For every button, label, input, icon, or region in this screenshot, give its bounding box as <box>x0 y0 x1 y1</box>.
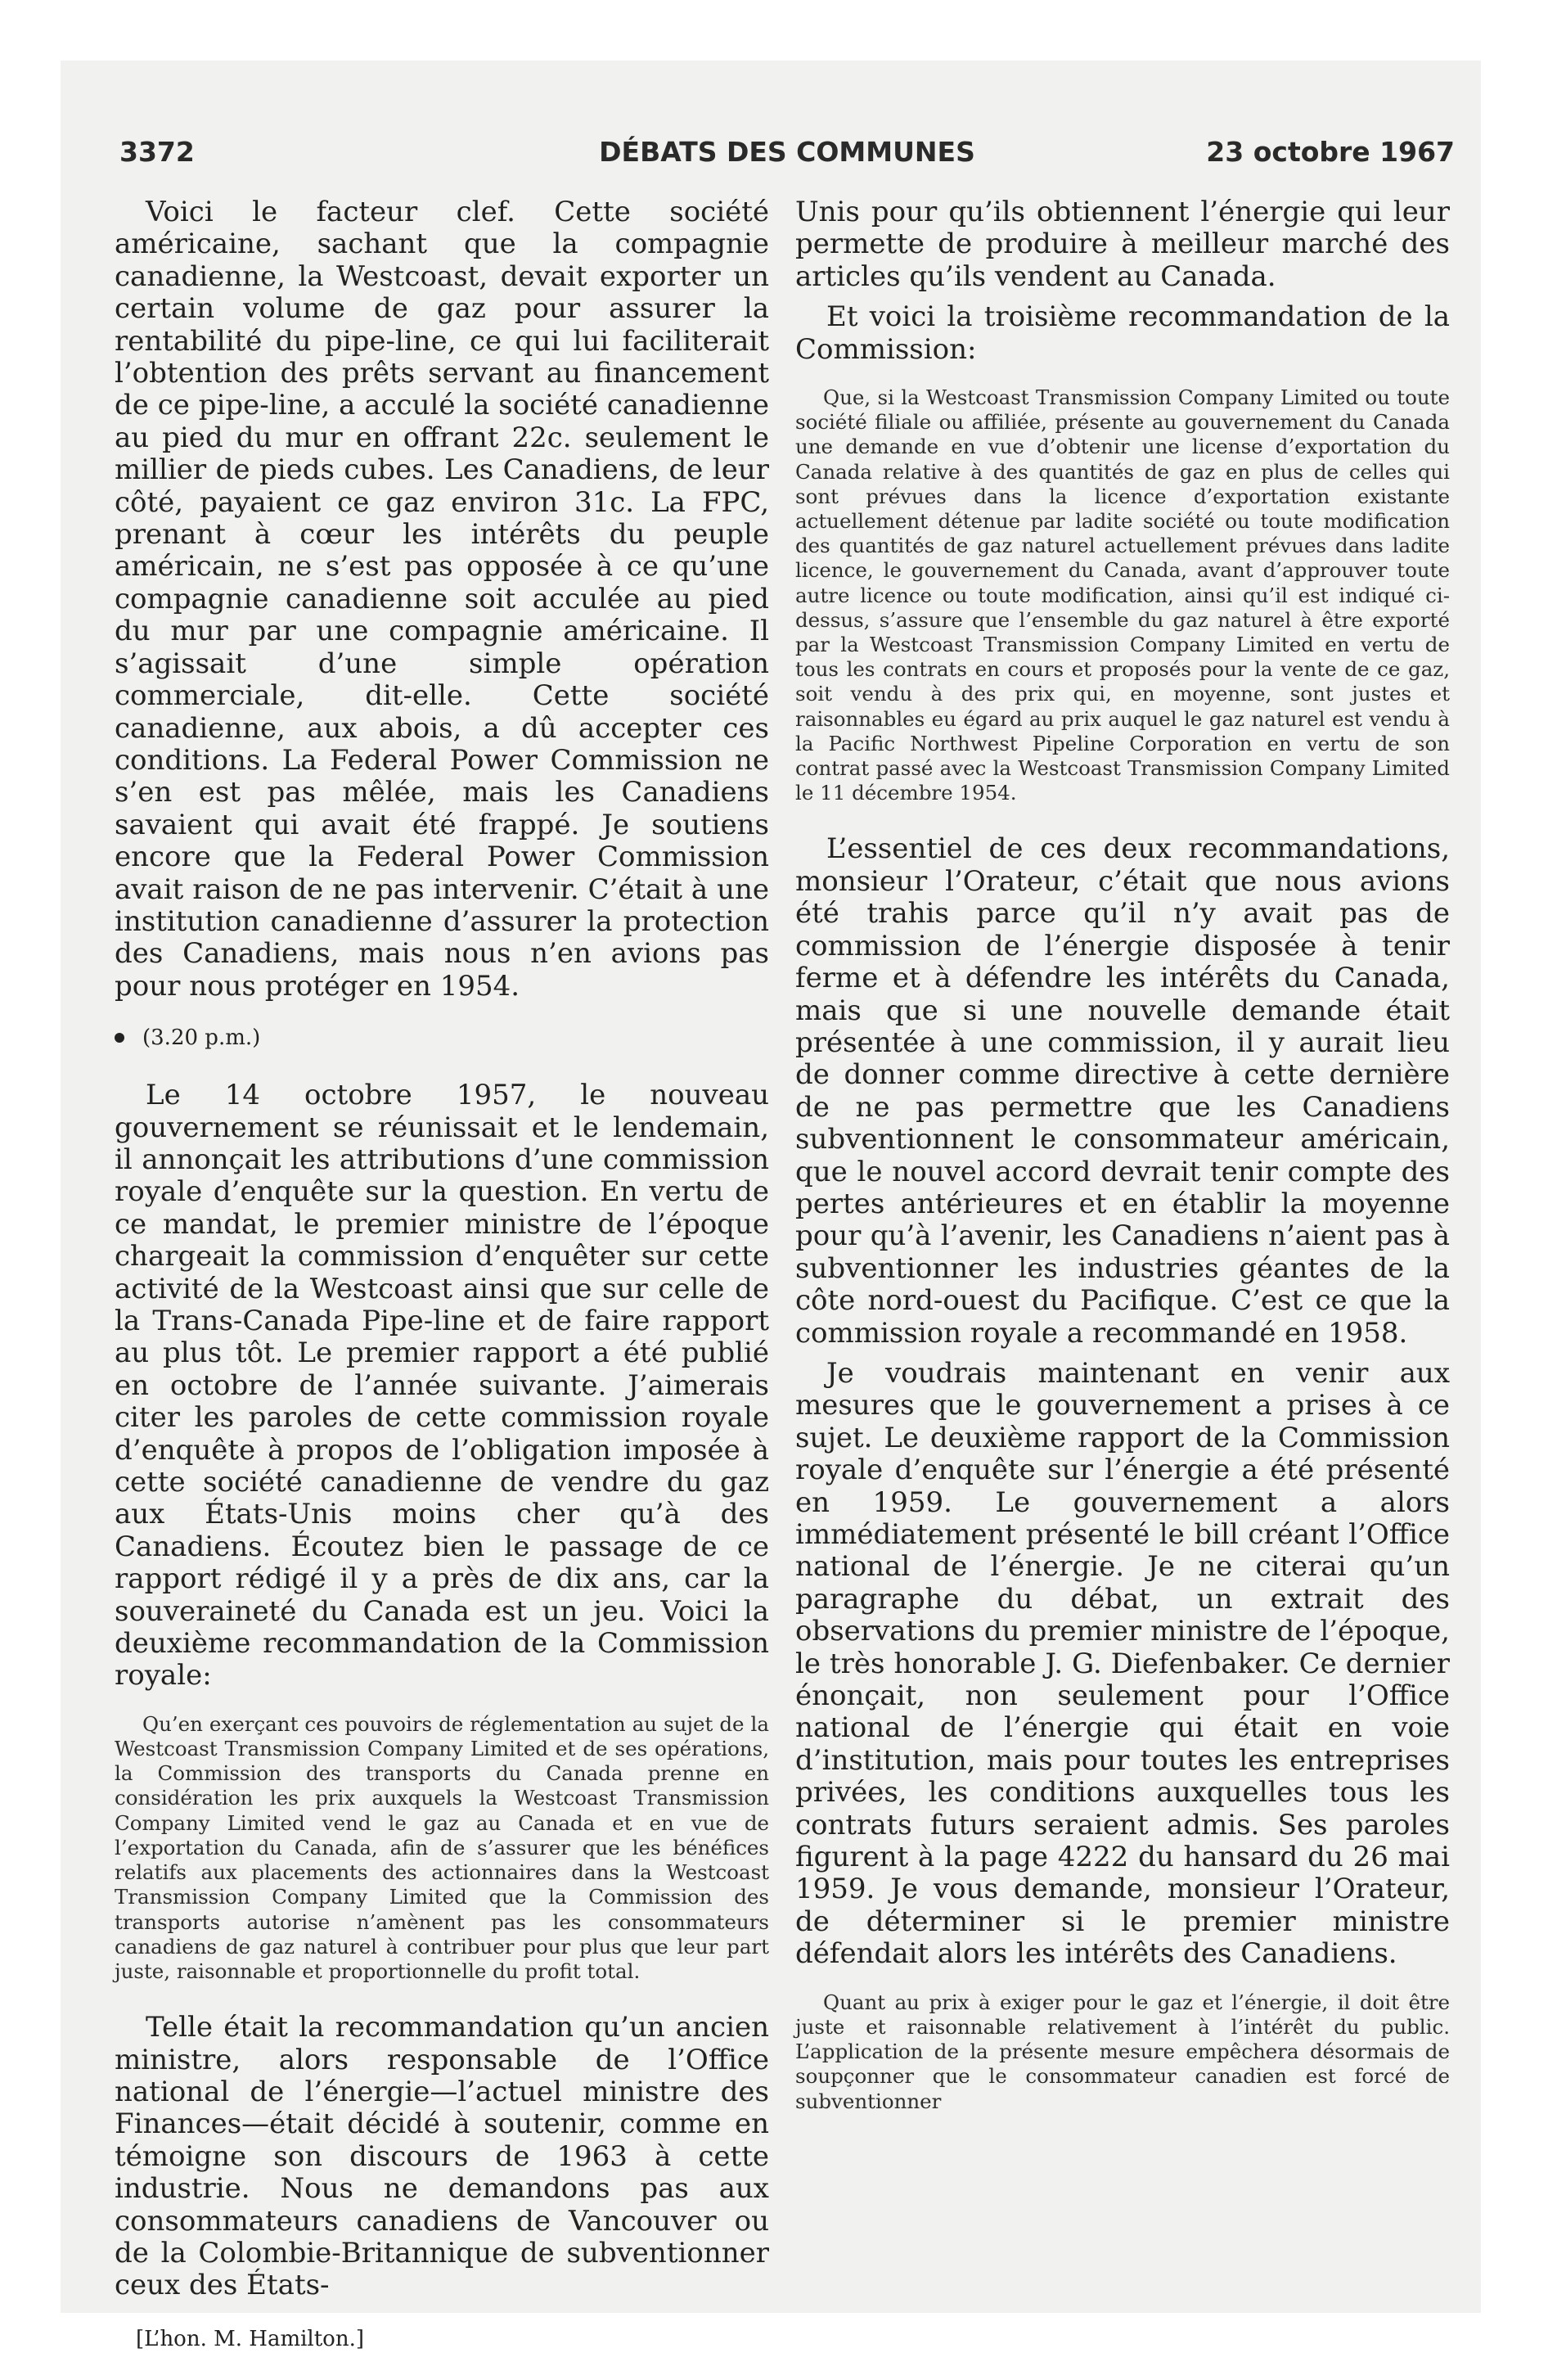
time-stamp: (3.20 p.m.) <box>142 1025 261 1051</box>
publication-title: DÉBATS DES COMMUNES <box>599 136 975 168</box>
time-marker <box>115 1025 769 1050</box>
block-quote: Qu’en exerçant ces pouvoirs de réglementation au sujet de la Westcoast Transmission Company Limited et de ses opérations, la Commission des transports du Canada prenne en considération les prix auxquels la Westcoast Transmission Company Limited vend le gaz au Canada et en vue de l’exportation du Canada, afin de s’assurer que les bénéfices relatifs aux placements des actionnaires dans la Westcoast Transmission Company Limited que la Commission des transports autorise n’amènent pas les consommateurs canadiens de gaz naturel à contribuer pour plus que leur part juste, raisonnable et proportionnelle du profit total. <box>115 1711 769 1983</box>
left-column <box>115 196 769 2351</box>
speaker-attribution: [L’hon. M. Hamilton.] <box>136 2326 364 2351</box>
right-column <box>795 196 1450 2114</box>
page-header <box>119 136 1455 182</box>
paragraph: Et voici la troisième recommandation de la Commission: <box>795 300 1450 366</box>
page-number: 3372 <box>119 136 195 168</box>
block-quote: Quant au prix à exiger pour le gaz et l’énergie, il doit être juste et raisonnable relativement à l’intérêt du public. L’application de la présente mesure empêchera désormais de soupçonner que le consommateur canadien est forcé de subventionner <box>795 1990 1450 2113</box>
paragraph: Telle était la recommandation qu’un ancien ministre, alors responsable de l’Office national de l’énergie—l’actuel ministre des Finances—était décidé à soutenir, comme en témoigne son discours de 1963 à cette industrie. Nous ne demandons pas aux consommateurs canadiens de Vancouver ou de la Colombie-Britannique de subventionner ceux des États- <box>115 2011 769 2302</box>
paragraph: Le 14 octobre 1957, le nouveau gouvernement se réunissait et le lendemain, il annonçait les attributions d’une commission royale d’enquête sur la question. En vertu de ce mandat, le premier ministre de l’époque chargeait la commission d’enquêter sur cette activité de la Westcoast ainsi que sur celle de la Trans-Canada Pipe-line et de faire rapport au plus tôt. Le premier rapport a été publié en octobre de l’année suivante. J’aimerais citer les paroles de cette commission royale d’enquête à propos de l’obligation imposée à cette société canadienne de vendre du gaz aux États-Unis moins cher qu’à des Canadiens. Écoutez bien le passage de ce rapport rédigé il y a près de dix ans, car la souveraineté du Canada est un jeu. Voici la deuxième recommandation de la Commission royale: <box>115 1079 769 1693</box>
paragraph: Unis pour qu’ils obtiennent l’énergie qui leur permette de produire à meilleur marché des articles qu’ils vendent au Canada. <box>795 196 1450 293</box>
publication-date: 23 octobre 1967 <box>1206 136 1455 168</box>
paragraph: Voici le facteur clef. Cette société américaine, sachant que la compagnie canadienne, la Westcoast, devait exporter un certain volume de gaz pour assurer la rentabilité du pipe-line, ce qui lui faciliterait l’obtention des prêts servant au financement de ce pipe-line, a acculé la société canadienne au pied du mur en offrant 22c. seulement le millier de pieds cubes. Les Canadiens, de leur côté, payaient ce gaz environ 31c. La FPC, prenant à cœur les intérêts du peuple américain, ne s’est pas opposée à ce qu’une compagnie canadienne soit acculée au pied du mur par une compagnie américaine. Il s’agissait d’une simple opération commerciale, dit-elle. Cette société canadienne, aux abois, a dû accepter ces conditions. La Federal Power Commission ne s’en est pas mêlée, mais les Canadiens savaient qui avait été frappé. Je soutiens encore que la Federal Power Commission avait raison de ne pas intervenir. C’était à une institution canadienne d’assurer la protection des Canadiens, mais nous n’en avions pas pour nous protéger en 1954. <box>115 196 769 1003</box>
paragraph: Je voudrais maintenant en venir aux mesures que le gouvernement a prises à ce sujet. Le deuxième rapport de la Commission royale d’enquête sur l’énergie a été présenté en 1959. Le gouvernement a alors immédiatement présenté le bill créant l’Office national de l’énergie. Je ne citerai qu’un paragraphe du débat, un extrait des observations du premier ministre de l’époque, le très honorable J. G. Diefenbaker. Ce dernier énonçait, non seulement pour l’Office national de l’énergie qui était en voie d’institution, mais pour toutes les entreprises privées, les conditions auxquelles tous les contrats futurs seraient admis. Ses paroles figurent à la page 4222 du hansard du 26 mai 1959. Je vous demande, monsieur l’Orateur, de déterminer si le premier ministre défendait alors les intérêts des Canadiens. <box>795 1356 1450 1971</box>
block-quote: Que, si la Westcoast Transmission Company Limited ou toute société filiale ou affiliée, présente au gouvernement du Canada une demande en vue d’obtenir une license d’exportation du Canada relative à des quantités de gaz en plus de celles qui sont prévues dans la licence d’exportation existante actuellement détenue par ladite société ou toute modification des quantités de gaz naturel actuellement prévues dans ladite licence, le gouvernement du Canada, avant d’approuver toute autre licence ou toute modification, ainsi qu’il est indiqué ci-dessus, s’assure que l’ensemble du gaz naturel à être exporté par la Westcoast Transmission Company Limited en vertu de tous les contrats en cours et proposés pour la vente de ce gaz, soit vendu à des prix qui, en moyenne, sont justes et raisonnables eu égard au prix auquel le gaz naturel est vendu à la Pacific Northwest Pipeline Corporation en vertu de son contrat passé avec la Westcoast Transmission Company Limited le 11 décembre 1954. <box>795 385 1450 805</box>
bullet-icon <box>115 1033 124 1043</box>
paragraph: L’essentiel de ces deux recommandations, monsieur l’Orateur, c’était que nous avions été trahis parce qu’il n’y avait pas de commission de l’énergie disposée à tenir ferme et à défendre les intérêts du Canada, mais que si une nouvelle demande était présentée à une commission, il y aurait lieu de donner comme directive à cette dernière de ne pas permettre que les Canadiens subventionnent le consommateur américain, que le nouvel accord devrait tenir compte des pertes antérieures et en établir la moyenne pour qu’à l’avenir, les Canadiens n’aient pas à subventionner les industries géantes de la côte nord-ouest du Pacifique. C’est ce que la commission royale a recommandé en 1958. <box>795 832 1450 1350</box>
